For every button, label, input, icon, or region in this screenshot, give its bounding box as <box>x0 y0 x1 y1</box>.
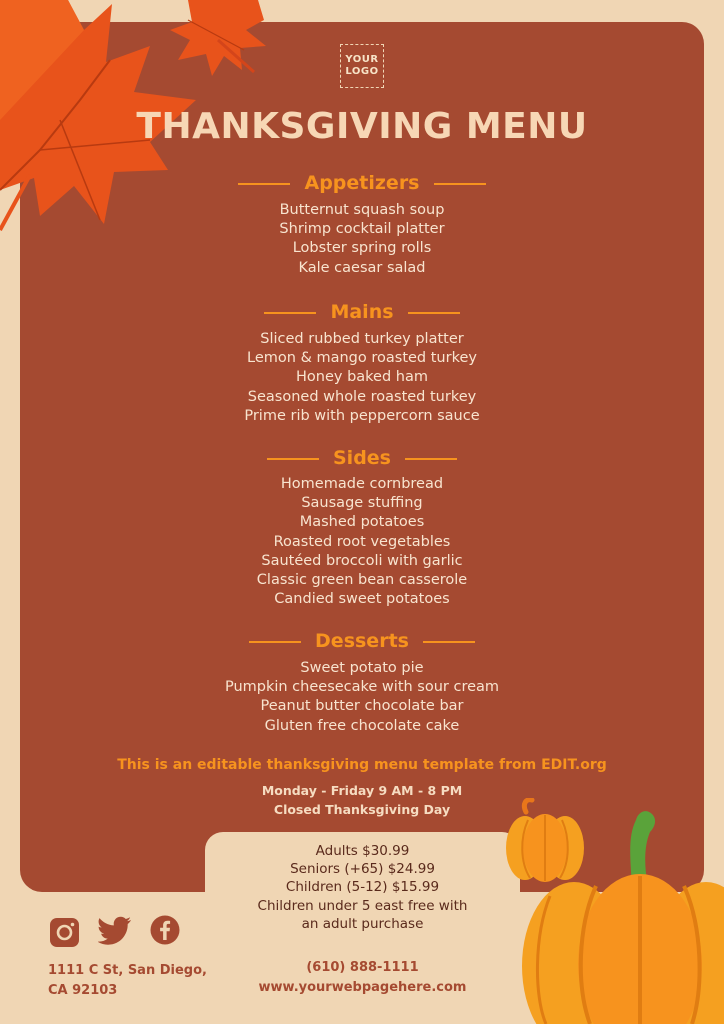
menu-item: Sautéed broccoli with garlic <box>261 552 463 569</box>
address <box>48 961 207 1001</box>
menu-item: Mashed potatoes <box>299 514 425 531</box>
appetizers-list <box>0 201 724 278</box>
closed-notice: Closed Thanksgiving Day <box>273 802 451 817</box>
menu-item: Candied sweet potatoes <box>274 591 450 608</box>
section-heading-sides <box>0 447 724 473</box>
instagram-icon[interactable] <box>50 918 79 947</box>
price-item: Adults $30.99 <box>315 843 410 859</box>
desserts-list <box>0 659 724 736</box>
menu-item: Sweet potato pie <box>300 660 424 676</box>
menu-item: Lobster spring rolls <box>292 240 432 257</box>
divider-line <box>405 458 457 460</box>
menu-item: Shrimp cocktail platter <box>279 221 445 238</box>
contact-info <box>205 958 520 998</box>
page-title: THANKSGIVING MENU <box>136 106 588 147</box>
divider-line <box>408 312 460 314</box>
logo-line-1: YOUR <box>345 54 379 65</box>
divider-line <box>249 641 301 643</box>
menu-item: Homemade cornbread <box>280 476 444 492</box>
phone-number[interactable]: (610) 888-1111 <box>306 960 419 975</box>
address-line-2: CA 92103 <box>48 983 118 998</box>
divider-line <box>238 183 290 185</box>
menu-item: Classic green bean casserole <box>256 572 468 589</box>
logo-line-2: LOGO <box>345 66 379 77</box>
section-heading-appetizers <box>0 172 724 198</box>
opening-hours: Monday - Friday 9 AM - 8 PM <box>261 783 463 798</box>
address-line-1: 1111 C St, San Diego, <box>48 963 207 978</box>
menu-item: Seasoned whole roasted turkey <box>247 388 477 405</box>
price-list <box>205 842 520 933</box>
menu-item: Gluten free chocolate cake <box>264 717 460 734</box>
section-title: Appetizers <box>304 172 420 194</box>
menu-item: Roasted root vegetables <box>273 533 451 550</box>
price-item: Children (5-12) $15.99 <box>285 879 440 896</box>
pumpkin-large-illustration <box>520 806 724 1024</box>
section-title: Desserts <box>315 630 409 652</box>
price-item: Seniors (+65) $24.99 <box>290 861 435 878</box>
facebook-icon[interactable] <box>150 915 180 945</box>
logo-placeholder <box>340 44 384 88</box>
twitter-icon[interactable] <box>98 916 132 946</box>
menu-item: Prime rib with peppercorn sauce <box>244 407 480 424</box>
price-item: an adult purchase <box>301 915 424 932</box>
menu-item: Sausage stuffing <box>301 495 423 512</box>
sides-list <box>0 475 724 609</box>
menu-item: Peanut butter chocolate bar <box>260 698 464 715</box>
promo-text: This is an editable thanksgiving menu template from EDIT.org <box>117 757 607 773</box>
section-title: Sides <box>333 447 391 469</box>
section-heading-desserts <box>0 630 724 656</box>
menu-item: Lemon & mango roasted turkey <box>247 350 477 367</box>
menu-item: Sliced rubbed turkey platter <box>260 331 464 347</box>
menu-item: Kale caesar salad <box>298 259 426 276</box>
section-title: Mains <box>330 301 394 323</box>
divider-line <box>434 183 486 185</box>
section-heading-mains <box>0 301 724 327</box>
menu-item: Honey baked ham <box>296 369 428 386</box>
menu-item: Butternut squash soup <box>279 202 445 218</box>
mains-list <box>0 330 724 426</box>
divider-line <box>423 641 475 643</box>
divider-line <box>264 312 316 314</box>
maple-leaf-small-illustration <box>168 0 273 80</box>
divider-line <box>267 458 319 460</box>
menu-item: Pumpkin cheesecake with sour cream <box>224 679 500 696</box>
website-link[interactable]: www.yourwebpagehere.com <box>258 980 467 995</box>
price-item: Children under 5 east free with <box>257 897 468 914</box>
